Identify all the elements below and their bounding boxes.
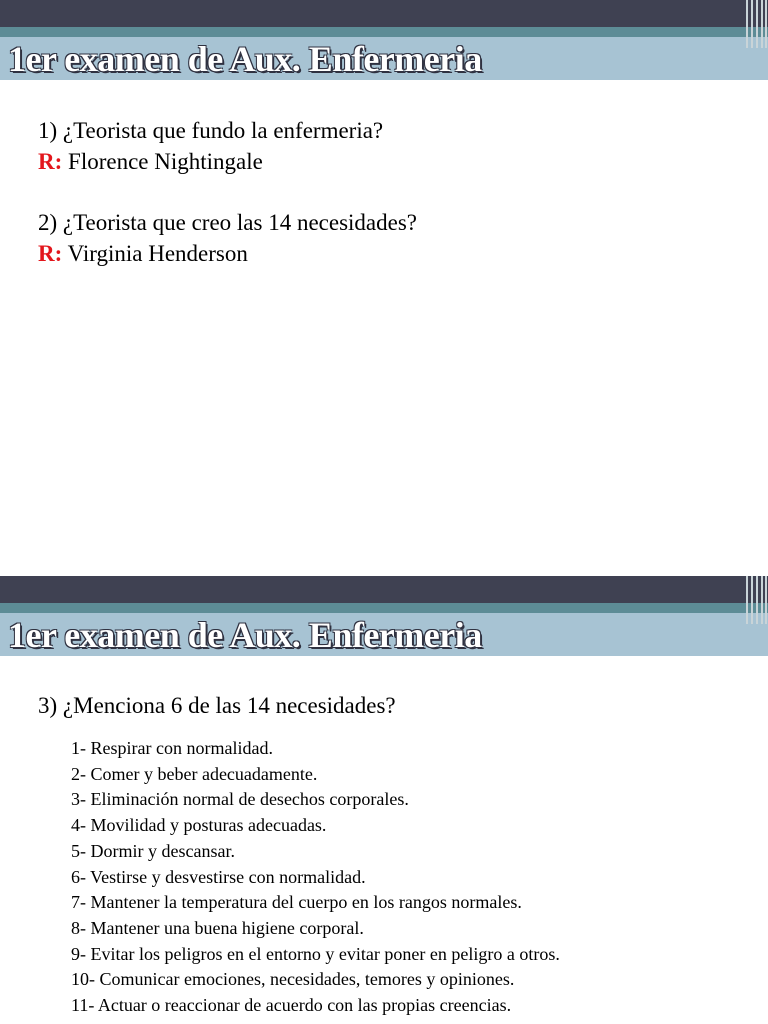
list-item: 2- Comer y beber adecuadamente. [71,763,318,784]
list-item: 10- Comunicar emociones, necesidades, temores y opiniones. [71,969,515,990]
slide-title: 1er examen de Aux. Enfermeria [8,615,482,655]
list-item: 7- Mantener la temperatura del cuerpo en los rangos normales. [71,892,522,913]
list-item: 5- Dormir y descansar. [71,840,235,861]
question-1: 1) ¿Teorista que fundo la enfermeria? [38,118,384,143]
question-3: 3) ¿Menciona 6 de las 14 necesidades? [38,693,396,718]
answer-text: Florence Nightingale [68,149,263,174]
needs-list [71,736,560,1019]
question-2-block [38,207,417,269]
list-item: 3- Eliminación normal de desechos corporales. [71,789,409,810]
header-stripes-decoration [744,0,768,48]
answer-label: R: [38,241,63,266]
header-band-teal [0,27,768,37]
answer-1 [38,146,383,177]
answer-2 [38,238,417,269]
answer-text: Virginia Henderson [67,241,248,266]
list-item: 1- Respirar con normalidad. [71,738,273,758]
header-stripes-decoration [744,576,768,624]
question-2: 2) ¿Teorista que creo las 14 necesidades? [38,210,417,235]
list-item: 11- Actuar o reaccionar de acuerdo con las propias creencias. [71,995,512,1016]
list-item: 4- Movilidad y posturas adecuadas. [71,815,327,836]
slide-header [0,0,768,80]
header-band-teal [0,603,768,613]
answer-label: R: [38,149,63,174]
slide-2 [0,576,768,1024]
list-item: 8- Mantener una buena higiene corporal. [71,917,364,938]
list-item: 6- Vestirse y desvestirse con normalidad. [71,866,366,887]
header-band-dark [0,576,768,603]
list-item: 9- Evitar los peligros en el entorno y evitar poner en peligro a otros. [71,943,560,964]
question-1-block [38,115,383,177]
slide-title: 1er examen de Aux. Enfermeria [8,39,482,79]
header-band-dark [0,0,768,27]
slide-header [0,576,768,656]
